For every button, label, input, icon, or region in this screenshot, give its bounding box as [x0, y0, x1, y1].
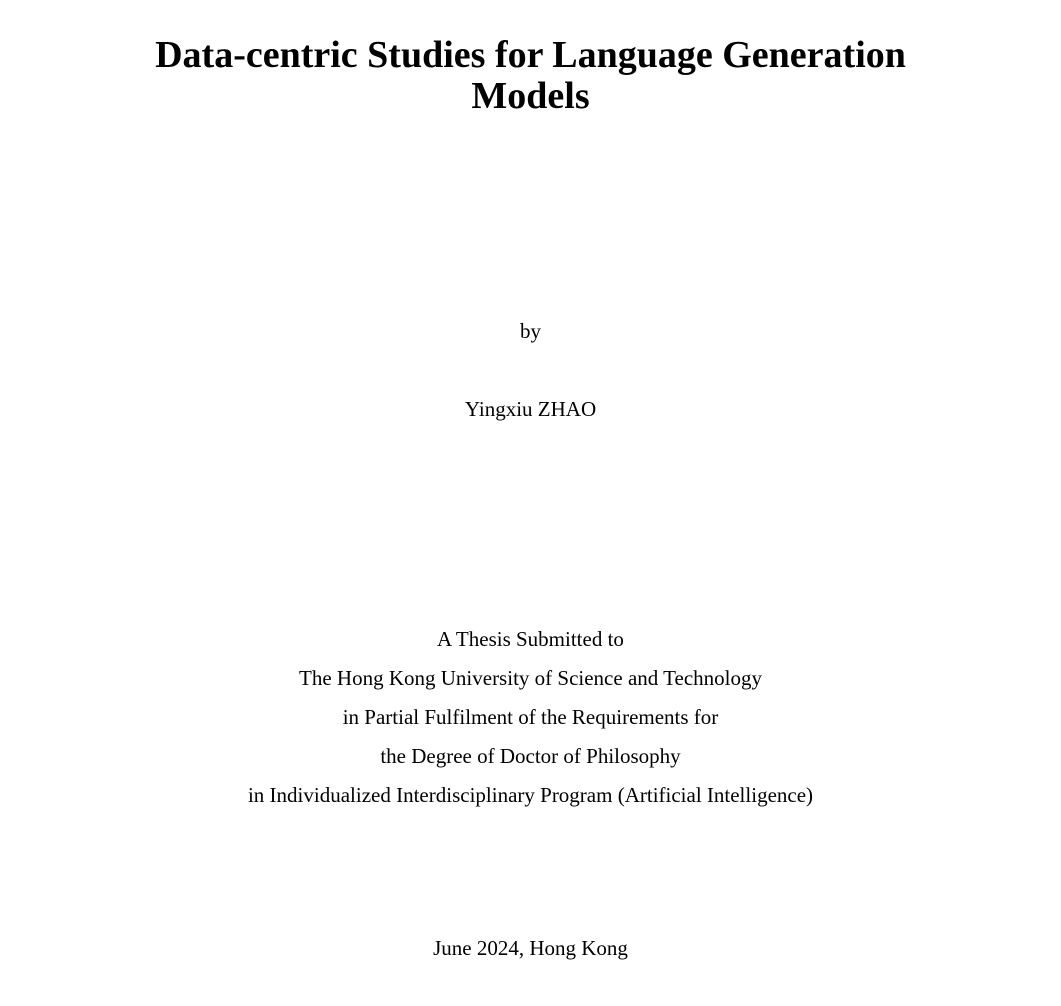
- thesis-statement-line: in Individualized Interdisciplinary Program (Artificial Intelligence): [247, 783, 814, 807]
- thesis-statement-line: The Hong Kong University of Science and Technology: [299, 666, 762, 690]
- author-name: Yingxiu ZHAO: [464, 397, 597, 421]
- thesis-statement: [0, 627, 1061, 822]
- by-label: by: [520, 319, 541, 343]
- thesis-statement-line: in Partial Fulfilment of the Requirements for: [342, 705, 719, 729]
- thesis-title: [0, 35, 1061, 117]
- thesis-title-line-1: Data-centric Studies for Language Generation: [155, 34, 906, 76]
- date-and-place: June 2024, Hong Kong: [433, 936, 628, 960]
- thesis-title-line-2: Models: [471, 75, 590, 117]
- thesis-statement-line: A Thesis Submitted to: [437, 627, 624, 651]
- thesis-statement-line: the Degree of Doctor of Philosophy: [380, 744, 681, 768]
